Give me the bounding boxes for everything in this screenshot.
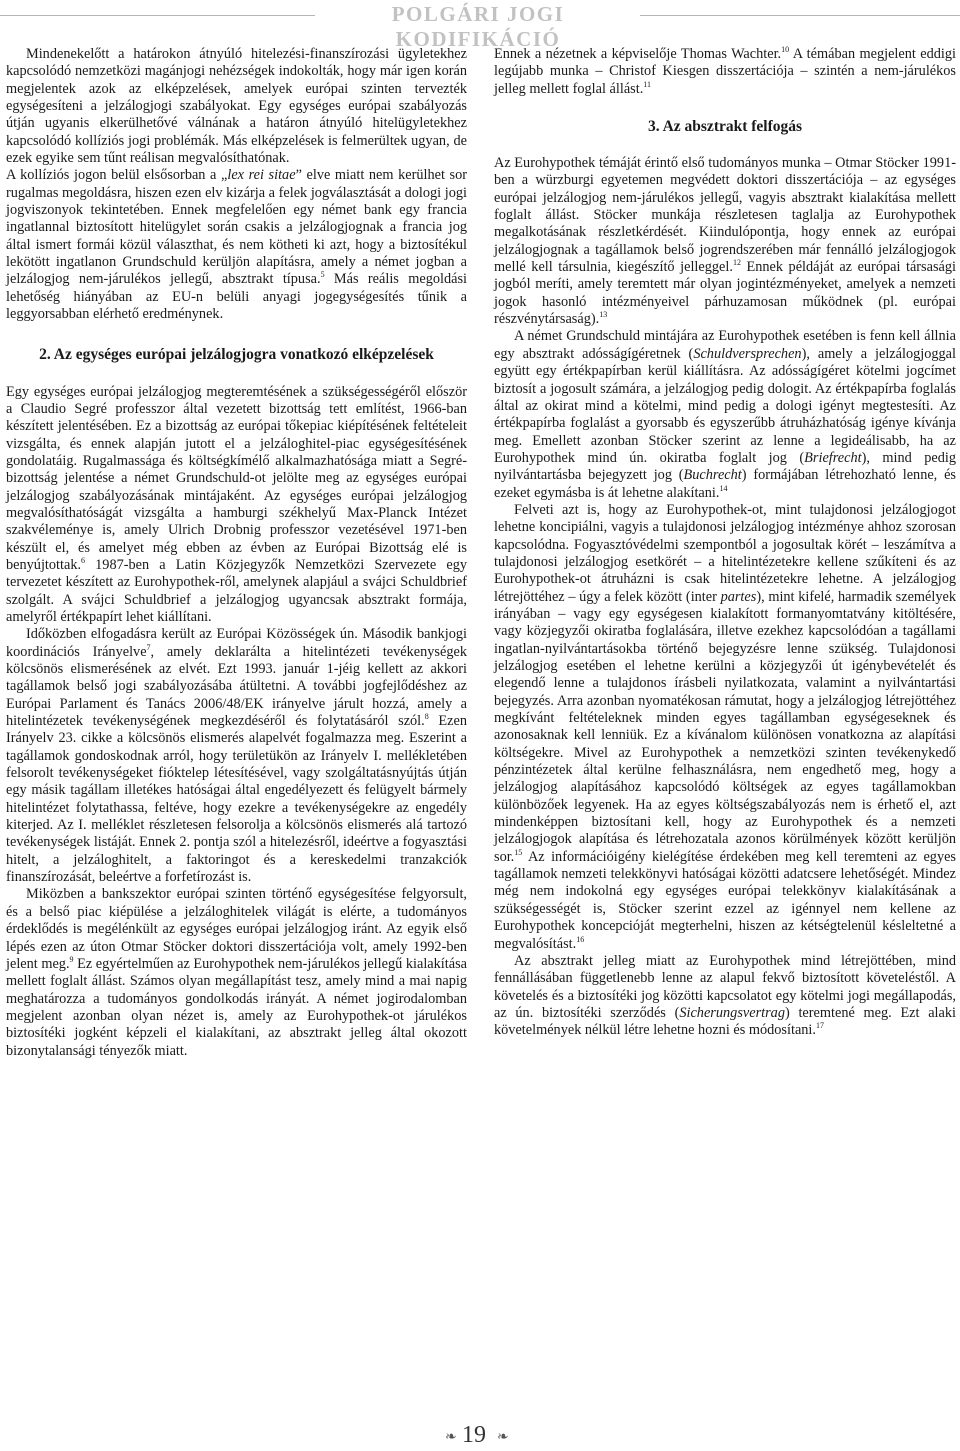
italic-term: Sicherungsvertrag [679,1004,785,1021]
paragraph: A német Grundschuld mintájára az Eurohypothek esetében is fenn kell állnia egy absztrakt adósságígéretnek (Schuldversprechen), amely a jelzálogjoggal együtt egy értékpapírban kerül kiállításra. Az adósságígéret kötelmi jogcímet biztosít a jogosult számára, a jelzálogjog pedig dologit. Az értékpapírba foglalás által az okirat mind a kötelmi, mind pedig a dologi igényt megtestesíti. Az értékpapírba foglalást a gyorsabb és egyszerűbb átruházhatóság igénye kívánja meg. Emellett azonban Stöcker szerint az lenne a legideálisabb, ha az Eurohypothek mind ún. okiratba foglalt jog (Briefrecht), mind pedig nyilvántartásba bejegyzett jog (Buchrecht) formájában létrehozható lenne, és ezeket egymásba is át lehetne alakítani.$^{14}$ [494,328,957,501]
italic-term: Schuldversprechen [693,345,802,362]
paragraph: Ennek a nézetnek a képviselője Thomas Wachter.$^{10}$ A témában megjelent eddigi legújabb munka – Christof Kiesgen disszertációja – szintén a nem-járulékos jelleg mellett foglal állást.$^{11}$ [494,45,957,97]
footnote-ref[interactable]: 7 [146,642,151,652]
footnote-ref[interactable]: 9 [69,955,74,965]
footnote-ref[interactable]: 13 [599,310,608,320]
footnote-ref[interactable]: 16 [576,934,585,944]
footnote-ref[interactable]: 11 [643,79,651,89]
paragraph: Időközben elfogadásra került az Európai Közösségek ún. Második bankjogi koordinációs Irányelve$^7$, amely deklarálta a hitelintézeti tevékenységek kölcsönös elismerésének az elvét. Ezt 1993. január 1-jéig kellett az akkori tagállamok belső jogi szabályozásába átültetni. A további jogfejlődéshez az Európai Parlament és Tanács 2006/48/EK irányelve járult hozzá, amely a hitelintézetek tevékenységének megkezdéséről és folytatásáról szól.$^8$ Ezen Irányelv 23. cikke a kölcsönös elismerés alapelvét fogalmazza meg. Eszerint a tagállamok gondoskodnak arról, hogy területükön az Irányelv I. mellékletében felsorolt tevékenységeket fióktelep létesítésével, vagy szolgáltatásnyújtás útján egy másik tagállam illetékes hatóságai által engedélyezett és felügyelt bármely hitelintézet folytathassa, feltéve, hogy ezekre a tevékenységekre az engedély kiterjed. Az I. melléklet részletesen felsorolja a kölcsönös elismerés alá tartozó tevékenységek listáját. Ennek 2. pontja szól a hitelezésről, ideértve a fogyasztási hitelt, a jelzáloghitelt, a faktoringot és a kereskedelmi tranzakciók finanszírozását, beleértve a forfetírozást is. [6,626,467,886]
footnote-ref[interactable]: 6 [81,556,86,566]
fleuron-left-icon: ❧ [445,1430,457,1445]
paragraph: Egy egységes európai jelzálogjog megteremtésének a szükségességéről először a Claudio Segré professzor által vezetett bizottság tett említést, 1966-ban készített jelentésében. Ez a bizottság az európai tőkepiac kiépítésének feltételeit vizsgálta, és ennek alapján jutott el a jelzáloghitel-piac egységesítésének gondolatáig. Rugalmassága és költségkímélő alkalmazhatósága miatt a Segré-bizottság jelentése a német Grundschuld-ot jelölte meg az egységes európai jelzálogjog szabályozásának mintájaként. Az egységes európai jelzálogjog megvalósíthatóságát vizsgálta a hamburgi székhelyű Max-Planck Intézet szakvéleménye is, amely Ulrich Drobnig professzor vezetésével 1971-ben készült el, és amelyet még ebben az évben az Európai Bizottság elé is benyújtottak.$^6$ 1987-ben a Latin Közjegyzők Nemzetközi Szervezete egy tervezetet készített az Eurohypothek-ről, amelynek alapjául a svájci Schuldbrief szolgált. A svájci Schuldbrief a jelzálogjog ugyancsak absztrakt formája, amelyről értékpapírt lehet kiállítani. [6,383,467,625]
footnote-ref[interactable]: 14 [719,483,728,493]
footnote-ref[interactable]: 8 [424,712,429,722]
page-number: 19 [462,1422,486,1448]
italic-term: partes [720,588,757,605]
page-footer [0,1422,960,1451]
footnote-ref[interactable]: 10 [781,45,790,55]
header-rule-right [640,15,960,16]
italic-term: lex rei sitae [227,167,296,184]
section-heading: 3. Az absztrakt felfogás [647,118,803,136]
paragraph: Miközben a bankszektor európai szinten történő egységesítése felgyorsult, és a belső piac kiépülése a jelzáloghitelek világát is elérte, a tudományos érdeklődés is megélénkült az egységes európai jelzálogjog iránt. Az egyik első lépés ezen az úton Otmar Stöcker doktori disszertációja volt, amely 1992-ben jelent meg.$^9$ Ez egyértelműen az Eurohypothek nem-járulékos jellegű kialakítása mellett foglalt állást. Számos olyan megállapítást tesz, amely mind a mai napig meghatározza a tudományos gondolkodás irányát. A német jogirodalomban megjelent azonban olyan nézet is, amely az Eurohypothek-ot járulékos biztosítéki jogként képzeli el kialakítani, az absztrakt jelleg által okozott bizonytalansági tényezők miatt. [6,886,467,1059]
italic-term: Buchrecht [683,467,742,484]
paragraph: Mindenekelőtt a határokon átnyúló hitelezési-finanszírozási ügyletekhez kapcsolódó nemzetközi magánjogi nehézségek indokolták, hogy már igen korán megjelentek azok az elképzelések, amelyek európai szinten tervezték egységesíteni a jelzálogjogi szabályokat. Egy egységes európai szabályozás útján ugyanis elkerülhetővé válnának a határon átnyúló hitelügyletekhez kapcsolódó kollíziós jogi problémák. Más elképzelések is felmerültek ugyan, de ezek egyike sem tűnt reálisan megvalósíthatónak. [6,46,467,167]
section-heading: 2. Az egységes európai jelzálogjogra vonatkozó elképzelések [39,345,434,363]
header-rule-left [0,15,315,16]
footnote-ref[interactable]: 15 [514,848,523,858]
paragraph: Az Eurohypothek témáját érintő első tudományos munka – Otmar Stöcker 1991-ben a würzburgi egyetemen megvédett doktori disszertációja – az egységes európai jelzálogjog nem-járulékos jellegű, vagyis absztrakt kialakítása mellett foglalt állást. Stöcker munkája részletesen taglalja az Eurohypothek megalkotásának részletkérdését. Kiindulópontja, hogy ennek az európai jelzálogjognak a tagállamok belső jogrendszerében már fennálló jelzálogjogok mellé kell társulnia, kiegészítő jelleggel.$^{12}$ Ennek példáját az európai társasági jogból meríti, amely teremtett már olyan jogintézményeket, amelyek a nemzeti jogok hasonló intézményeivel párhuzamosan működnek (pl. európai részvénytársaság).$^{13}$ [494,155,956,328]
paragraph: Felveti azt is, hogy az Eurohypothek-ot, mint tulajdonosi jelzálogjogot lehetne koncipiálni, vagyis a tulajdonosi jelzálogjog intézménye ahhoz szorosan kapcsolódna. Fogyasztóvédelmi szempontból a jogosultak körét – leszámítva a tulajdonosi jelzálogjog esetkörét – a hitelintézetekre kellene szűkíteni és az Eurohypothek-ot átruházni is csak hitelintézetekre lehetne. A jelzálogjog létrejöttéhez – úgy a felek között (inter partes), mint kifelé, harmadik személyek irányában – vagy egy egységesen kialakított formanyomtatvány kitöltésére, vagy közjegyzői okiratba foglalására, illetve ezekhez kapcsolódóan a tagállami ingatlan-nyilvántartásokba történő bejegyzésre lenne szükség. Tulajdonosi jelzálogjog esetében el lehetne kerülni a közjegyzői út igénybevételét és elegendő lenne a tulajdonos írásbeli nyilatkozata, valamint a nyilvántartási bejegyzés. Arra azonban nyomatékosan rámutat, hogy a jelzálogjog létrejöttéhez megkívánt feltételeknek minden egyes tagállamban egységeseknek és azonosaknak kell lenniük. Ez a kívánalom különösen vonatkozna az alapítási költségekre. Mivel az Eurohypothek a nemzetközi szinten tevékenykedő pénzintézetek által kerülne felhasználásra, nem engedhető meg, hogy a jelzálogjog alapításához kapcsolódó költségek az egyes tagállamokban különbözőek legyenek. Ha az egyes költségszabályozás nem is érhető el, azt mindenképpen biztosítani kell, hogy az Eurohypothek és a nemzeti jelzálogjogok alapítása és létrehozatala azonos körülmények között kerüljön sor.$^{15}$ Az információigény kielégítése érdekében meg kell teremteni az egyes tagállamok nemzeti telekkönyvi hatóságai közötti adatcsere lehetőségét. Mindez még nem indokolná egy egységes európai telekkönyv kialakításának a szükségességét is, Stöcker szerint ezzel az igénnyel nem kellene az Eurohypothek koncepcióját megterhelni, hiszen az kétségtelenül késleltetné a megvalósítást.$^{16}$ [494,501,956,952]
running-title: POLGÁRI JOGI KODIFIKÁCIÓ [391,2,565,51]
footnote-ref[interactable]: 5 [320,270,325,280]
footnote-ref[interactable]: 17 [815,1021,824,1031]
paragraph: A kollíziós jogon belül elsősorban a „lex rei sitae” elve miatt nem kerülhet sor rugalmas megoldásra, hiszen ezen elv kizárja a felek jogválasztását a dologi jogi jogviszonyok tekintetében. Ennek megfelelően egy német bank egy francia ingatlannal biztosított hitelügylet során csakis a jelzálogjognak a francia jog által ismert formái közül választhat, és nem kötheti ki azt, hogy a biztosítékul lekötött ingatlanon Grundschuld kerüljön alapításra, amely a német jogban a jelzálogjog nem-járulékos jellegű, absztrakt típusa.$^5$ Más reális megoldási lehetőség hiányában az EU-n belüli anyagi jogegységesítés tűnik a leggyorsabban elérhető eredménynek. [6,167,468,323]
fleuron-right-icon: ❧ [497,1430,509,1445]
paragraph: Az absztrakt jelleg miatt az Eurohypothek mind létrejöttében, mind fennállásában függetlenebb lenne az alapul fekvő biztosított követeléstől. A követelés és a biztosítéki jog közötti kapcsolatot egy kötelmi jogi megállapodás, az ún. biztosítéki szerződés (Sicherungsvertrag) teremtené meg. Ezt alaki követelmények nélkül létre lehetne hozni és módosítani.$^{17}$ [494,952,956,1039]
footnote-ref[interactable]: 12 [732,258,741,268]
italic-term: Briefrecht [804,449,862,466]
left-column [6,46,467,1060]
right-column [494,46,956,1040]
